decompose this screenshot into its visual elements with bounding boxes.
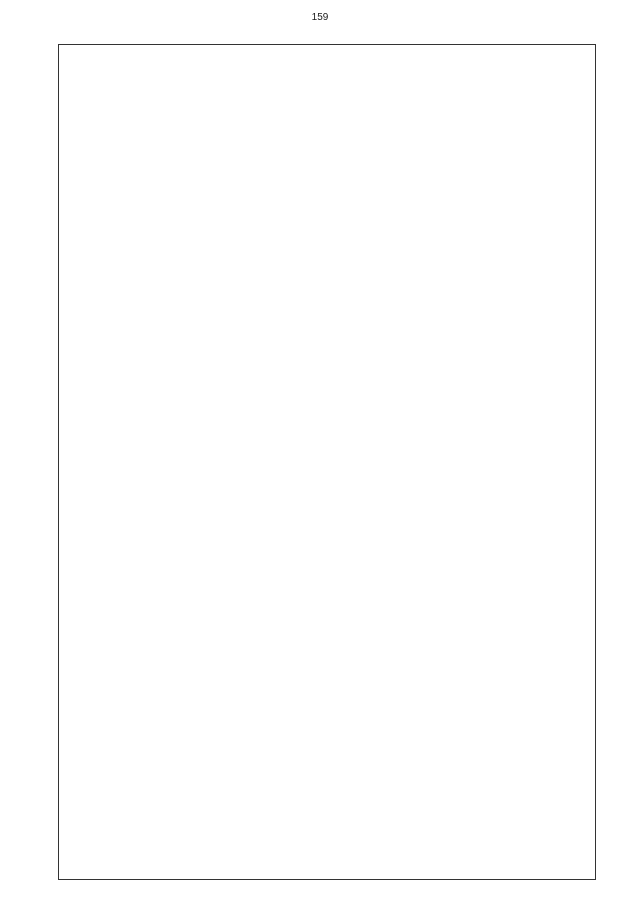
budget-table-frame: [58, 44, 596, 880]
page-number: 159: [311, 12, 329, 23]
